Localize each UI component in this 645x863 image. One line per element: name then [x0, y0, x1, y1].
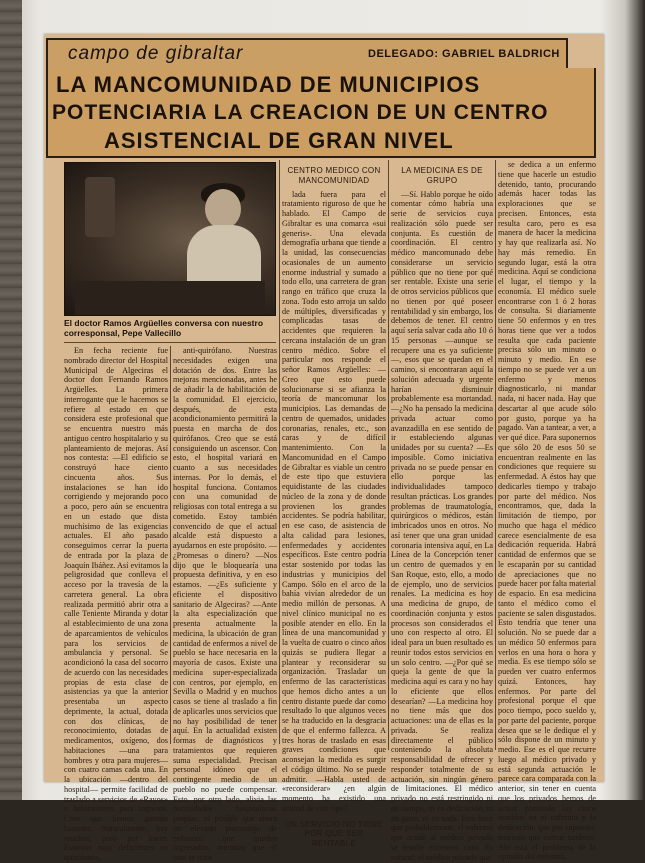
- column-5-text: se dedica a un enfermo tiene que hacerle un estudio detenido, tanto, procurando además hacer todas las exploraciones que se precisen. Entonces, esta resulta caro, pero es esa manera de hacer la medicina y hay que realizarla así. No hay más remedio. En segundo lugar, está la otra medicina. Aquí se condiciona el lugar, el tiempo y la economía. El médico suele encontrarse con 1 ó 2 horas de consulta. Si diariamente tiene 50 enfermos y en tres horas tiene que ver a todos resulta que cada paciente precisa sólo un minuto o minuto y medio. En ese tiempo no se puede ver a un enfermo y menos diagnosticarlo, ni mandar nada, ni hacer nada. Hay que descartar al que acude sólo por gusto, porque ya ha pagado. Van a tantear, a ver, a ver qué dice. Para suponernos que sólo 20 de esos 50 se encuentran realmente en las condiciones que requiere su enfermedad. A éstos hay que dedicarles tiempo y trabajo por parte del médico. Nos encontramos, que, dada la limitación de tiempo, por mucho que haga el médico carece esencialmente de esa dedicación requerida. Habrá cantidad de enfermos que se le escaparán por su cantidad de apreciaciones que no puede hacer por falta material de espacio. En esa medicina tanto el médico como el paciente se salen disgustados. Esto tendría que tener una solución. No se puede dar a un médico 50 enfermos para verlos en una hora o hora y media. Es ese tiempo sólo se pueden ver cuatro enfermos quizá. Entonces, hay enfermos. Por parte del profesional porque el que poco tiempo, poco sueldo y, por parte del paciente, porque desea que se le dedique el y sólo dispone de un minuto y medio. Ese es el que recurre luego al médico privado y está segunda actuación le parece cara comparada con la anterior, sin tener en cuenta que los privados hemos de actuar poniendo los cinco sentidos en el enfermo y la dedicación, que por supuesto, tenemos que cobrar también. Ahí está el problema de la opinión del enfermo.: [498, 160, 596, 862]
- headline-line-1: LA MANCOMUNIDAD DE MUNICIPIOS: [56, 72, 481, 97]
- photo-desk: [75, 281, 265, 315]
- article-column-5: [498, 160, 596, 862]
- article-column-2: [173, 346, 277, 862]
- article-column-3: [282, 160, 386, 848]
- headline-line-2: POTENCIARIA LA CREACION DE UN CENTRO: [52, 101, 549, 124]
- photo-figure-head: [205, 189, 241, 229]
- section-title: campo de gibraltar: [68, 43, 244, 64]
- column-rule: [388, 160, 389, 750]
- caption-rule: [64, 342, 276, 343]
- section-header: [46, 38, 568, 70]
- delegate-byline: DELEGADO: GABRIEL BALDRICH: [368, 48, 560, 60]
- subheading-servicio: UN SERVICIO NO TIENE POR QUE SER RENTABLE: [285, 819, 383, 848]
- column-4-text: —Sí. Hablo porque he oído comentar cómo habría una serie de servicios cuya realización sólo puede ser conjunta. Es cuestión de coordinación. El centro médico mancomunado debe considerarse un servicio público que no tiene por qué ser rentable. Existe una serie de otros servicios públicos que no tienen por qué poseer rentabilidad y sin embargo, los debemos de tener. El centro aquí sería salvar cada año 10 ó 15 personas —aunque se recupere una es ya suficiente—, esos que se quedan en el camino, si encontraran aquí la solución adecuada y urgente harían disminuir probablemente esa mortandad. —¿No ha pensado la medicina privada actuar como avanzadilla en ese sentido de ir estableciendo algunas unidades por su cuenta? —Es imposible. Como iniciativa privada no se puede pensar en ello porque las individualidades tampoco resultan prácticas. Los grandes problemas de traumatología, quirúrgicos o médicos, están imbricados unos en otros. No así tener que una gran unidad coronaria intensiva aquí, en La Línea de la Concepción tener un centro de quemados y en San Roque, esto, ello, a modo de ejemplo, uno de servicios renales. La medicina es hoy una medicina de grupo, de coordinación conjunta y estos procesos son considerados el uno con respecto al otro. El ideal para un buen resultado es reunir todos estos servicios en un solo centro. —¿Por qué se queja la gente de que la medicina aquí es cara y no hay lo eficiente que ellos desearían? —La medicina hoy no tiene más que dos actuaciones: una de ellas es la privada. Se realiza directamente el público conteniendo la absoluta responsabilidad de ofrecer y responder totalmente de su actuación, sin ningún género de limitaciones. El médico privado no está restringido ni en tiempo, ni en dedicación, ni en gasto, ni en nada. Esto hace que probablemente, el enfermo que acude al médico privado se resulte excesivo, caro. Es natural: el médico privado que: [391, 189, 493, 862]
- subheading-centro-medico: CENTRO MEDICO CON MANCOMUNIDAD: [287, 166, 381, 185]
- column-2-text: anti-quirófano. Nuestras necesidades exigen una dotación de dos. Entre las mejoras mencionadas, antes he de añadir la de habilitación de la comunidad. El ejercicio, después, de esta acondicionamiento permitirá la puesta en marcha de dos quirófanos. Creo que se está consiguiendo un ascensor. Con esto, el hospital variará en cuanto a sus necesidades internas. Por lo demás, el hospital funciona. Contamos con una comunidad de religiosas con total entrega a su cometido. Estoy también convencido de que el actual alcalde está dispuesto a ayudarnos en este propósito. —¿Promesas o dinero? —Nos dijo que le bloquearía una propuesta definitiva, y en eso estamos. —¿Es suficiente y eficiente el dispositivo sanitario de Algeciras? —Ante la alta especialización que presenta actualmente la medicina, la ubicación de gran cantidad de enfermos a nivel de pueblo se hace necesaria en la mayoría de casos. Existe una medicina super-especializada con centros, por ejemplo, en Sevilla o Madrid y en muchos casos se tiene al traslado a fin de aplicarles unos servicios que no hay posibilidad de tener aquí. En la actualidad existen formas de diagnósticos y tratamientos que requieren suma especialidad. Precisan personal idóneo que el contingente medio de un pueblo no puede compensar. Esto, por otro lado, alivia las necesidades hospitalarias propias: es posible que ahora un elevado porcentaje de enfermos que queden ingresados, mientras que el otro se trata: [173, 346, 277, 862]
- subheading-medicina-grupo: LA MEDICINA ES DE GRUPO: [401, 166, 483, 185]
- photo-background-object: [85, 177, 115, 237]
- article-column-1: [64, 346, 168, 862]
- headline-line-3: ASISTENCIAL DE GRAN NIVEL: [104, 128, 454, 153]
- column-rule: [495, 160, 496, 750]
- photo-caption: El doctor Ramos Argüelles conversa con nuestro corresponsal, Pepe Vallecillo: [64, 318, 264, 338]
- interview-photo: [64, 162, 276, 316]
- album-binding: [0, 0, 22, 800]
- column-rule: [279, 160, 280, 744]
- article-column-4: [391, 160, 493, 862]
- column-1-text: En fecha reciente fue nombrado director del Hospital Municipal de Algeciras el doctor don Fernando Ramos Argüelles. La primera interrogante que le hacemos se refiere al estado en que considera este profesional que se encuentra nuestro más antiguo centro hospitalario y su planteamiento de mejoras. Así nos contesta: —El edificio se construyó hace ciento cincuenta años. Sus instalaciones se han ido corrigiendo y mejorando poco a poco, pero aún se encuentra en un estado que dista muchísimo de las exigencias actuales. El año pasado conseguimos cerrar la puerta de entrada por la plaza de Joaquín Ibáñez. Así evitamos la peligrosidad que conlleva el acceso por la travesía de la carretera general. La obra realizada permitió abrir otra a calle Teniente Miranda y dotar al establecimiento de una zona de aparcamientos de vehículos para los servicios de ambulancia y personal. Se acondicionó la casa del socorro de acuerdo con las necesidades propias de esta clase de asistencias ya que la anterior presentaba un aspecto deprimente, la actual, dotada con dos clínicas, de reconocimiento, dotadas de medicamentos, oxígeno, dos habitaciones —una para hombres y otra para mujeres— con cuatro camas cada una. En la ubicación —dentro del hospital— permite facilidad de traslado a servicios de «Rayos» o habitaciones para ingresos. Creo que hemos ganado bastante. Naturalmente, hay muchos, pero por hacer. Estamos muy deficientes en quirófanos,: [64, 346, 168, 862]
- headline-block: [46, 68, 596, 158]
- column-3-text: lada fuera para el tratamiento riguroso de que he hablado. El Campo de Gibraltar es una comarca «sui generis». Una elevada demografía urbana que tiende a la unidad, las consecuencias ocasionales de un aumento enorme industrial y sumado a todo ello, una carretera de gran rango en tráfico que cruza la zona. Todo esto arroja un saldo de múltiples, diversificadas y complicadas tasas de accidentes que requieren la cercana instalación de un gran centro médico. Sobre el particular nos responde el señor Ramos Argüelles: —Creo que esto puede solucionarse si se afianza la teoría de mancomunar los municipios. Las demandas de centro de quemados, unidades coronarias, renales, etc., son caras y de difícil mantenimiento. Con la Mancomunidad en el Campo de Gibraltar es viable un centro de este tipo que estuviera equidistante de las ciudades núcleo de la zona y de donde provienen los grandes accidentes. Se podría habilitar, en ese caso, de asistencia de alta calidad para lesiones, enfermedades y accidentes específicos. Este centro podría estar sostenido por todas las industrias y municipios del Campo. Sólo en el arco de la bahía vivían alrededor de un medio millón de personas. A nivel clínico municipal no es posible atender en ello. En la línea de una mancomunidad y la vuelta de cuatro o cinco años quizás se pudiera llegar a plantear y reconsiderar su organización. Trasladar un enfermo de las características que hemos dicho antes a un centro distante puede dar como resultado lo que algunos veces se ha traducido en la desgracia de que el enfermo fallezca. A tres horas de traslado en esas graves condiciones que aconsejan la medida es surgir el código último. No se puede admitir. —Habla usted de «reconsiderar» ¿en algún momento ha existido una actitud de este tipo?: [282, 189, 386, 813]
- column-rule: [170, 346, 171, 744]
